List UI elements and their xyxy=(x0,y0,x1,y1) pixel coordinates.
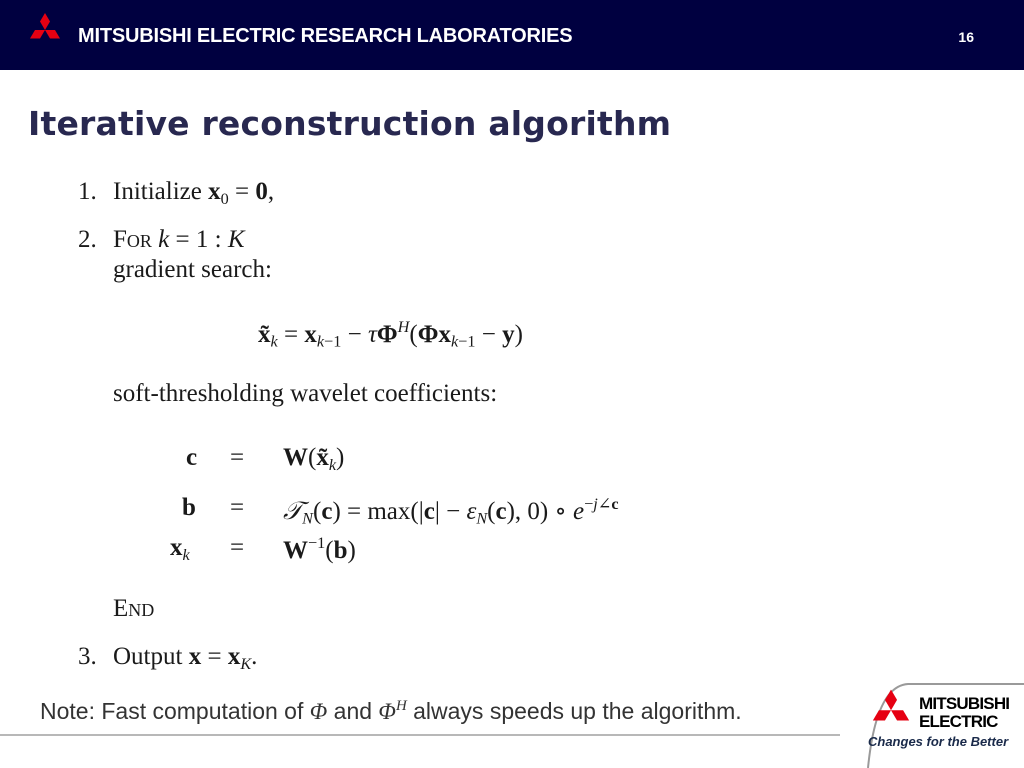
end-keyword: End xyxy=(113,595,155,622)
step3-text: Output xyxy=(113,643,183,670)
eq-rhs-b: 𝒯$_N$(c) = $\max(|c| - \varepsilon_N(c)$, 0) ∘ $e^{-j\angle c}$ xyxy=(283,495,619,528)
note-phi-h-sup: H xyxy=(395,698,407,715)
eq-lhs-b: b xyxy=(182,494,196,521)
step1-line: Initialize $x_0 = 0$, xyxy=(113,178,275,208)
eq-equals-3: = xyxy=(230,534,245,561)
slide-title: Iterative reconstruction algorithm xyxy=(28,104,672,143)
brand-wordmark xyxy=(919,695,1009,731)
note-prefix: Note: Fast computation of xyxy=(40,698,304,724)
eq-equals-1: = xyxy=(230,444,245,471)
gradient-label: gradient search: xyxy=(113,256,272,283)
brand-line2: ELECTRIC xyxy=(919,712,998,731)
for-keyword: For xyxy=(113,226,152,253)
eq-lhs-x: $x_k$ xyxy=(170,534,190,564)
step3-number: 3. xyxy=(78,643,97,670)
note-phi-h: Φ xyxy=(378,699,396,724)
eq-lhs-c: c xyxy=(186,444,198,471)
step1-text: Initialize xyxy=(113,178,202,205)
footnote xyxy=(40,698,742,725)
note-and: and xyxy=(333,698,373,724)
org-name: MITSUBISHI ELECTRIC RESEARCH LABORATORIES xyxy=(78,25,573,47)
step3-line: Output $x = x_K$. xyxy=(113,643,258,673)
eq-equals-2: = xyxy=(230,494,245,521)
brand-tagline: Changes for the Better xyxy=(868,734,1009,749)
eq-rhs-c: $W(x̃_k)$ xyxy=(283,444,345,474)
for-line: For k = 1 : K xyxy=(113,226,245,253)
step1-number: 1. xyxy=(78,178,97,205)
eq-rhs-x: $W^{-1}(b)$ xyxy=(283,534,356,564)
note-suffix: always speeds up the algorithm. xyxy=(413,698,742,724)
slide-number: 16 xyxy=(958,29,974,45)
footer-rule xyxy=(0,734,840,736)
brand-line1: MITSUBISHI xyxy=(919,694,1010,713)
note-phi: Φ xyxy=(309,699,328,724)
soft-threshold-label: soft-thresholding wavelet coefficients: xyxy=(113,380,498,407)
gradient-equation: $x̃_k = x_{k-1} - \tau\Phi^H(\Phi x_{k-1} - y)$ xyxy=(258,318,523,351)
mitsubishi-diamonds-icon xyxy=(868,688,914,730)
step2-number: 2. xyxy=(78,226,97,253)
